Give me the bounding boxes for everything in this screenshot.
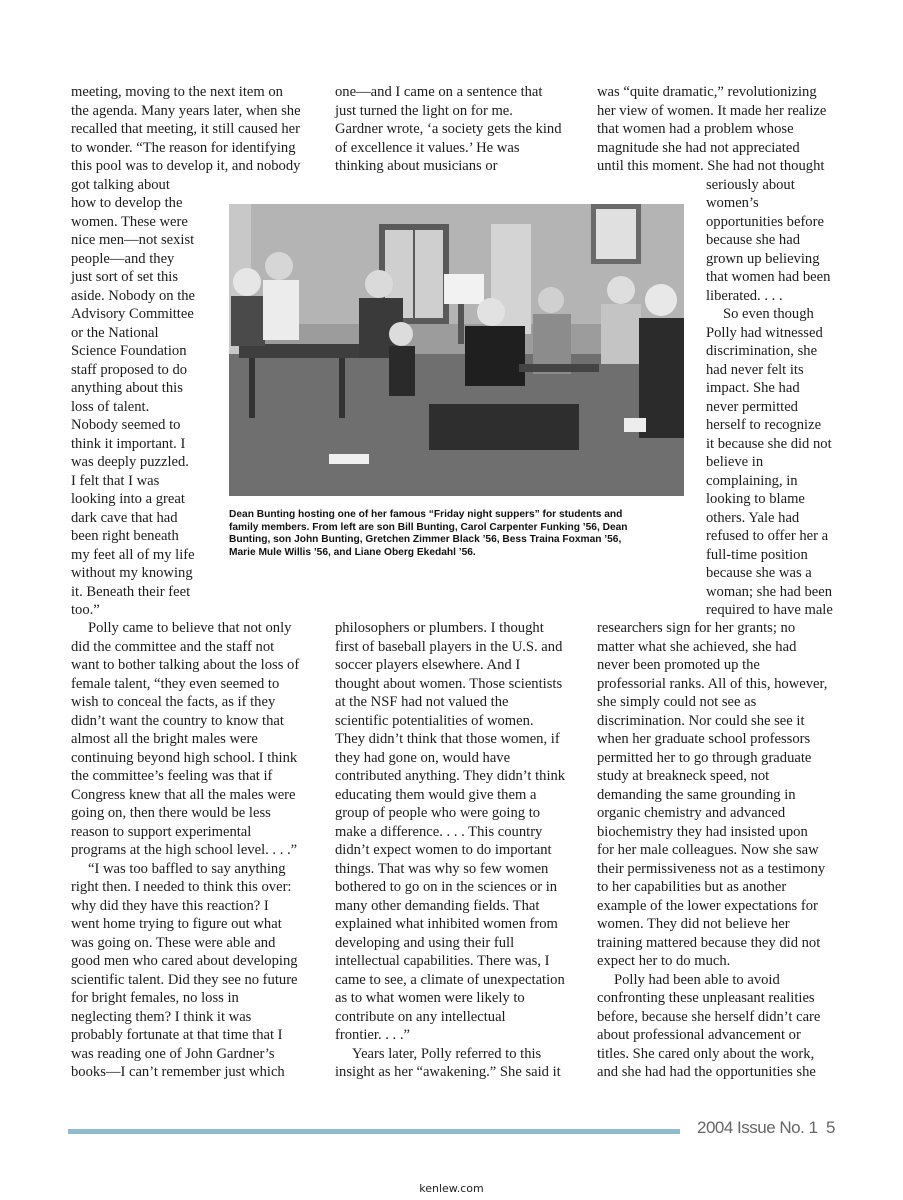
text-line: magnitude she had not appreciated — [597, 139, 800, 156]
text-line: Bunting, son John Bunting, Gretchen Zimmer Black ’56, Bess Traina Foxman ’56, — [229, 534, 622, 546]
text-line: want to bother talking about the loss of — [71, 657, 300, 673]
text-line: Marie Mule Willis ’56, and Liane Oberg Ekedahl ’56. — [229, 546, 476, 558]
text-line: didn’t want the country to know that — [71, 712, 284, 729]
text-line: until this moment. She had not thought — [597, 158, 825, 174]
text-line: people—and they — [71, 250, 175, 267]
text-line: because she was a — [706, 565, 812, 581]
text-line: Polly had been able to avoid — [614, 971, 780, 988]
text-line: first of baseball players in the U.S. and — [335, 638, 563, 655]
text-line: family members. From left are son Bill Bunting, Carol Carpenter Funking ’56, Dean — [229, 521, 628, 533]
text-line: the committee’s feeling was that if — [71, 768, 273, 784]
text-line: women. These were — [71, 213, 188, 230]
text-line: discrimination, she — [706, 343, 818, 359]
text-line: Polly came to believe that not only — [88, 620, 292, 636]
text-line: Polly had witnessed — [706, 324, 823, 341]
text-line: thinking about musicians or — [335, 158, 498, 174]
text-line: discrimination. Nor could she see it — [597, 712, 805, 729]
text-line: never permitted — [706, 398, 798, 415]
text-line: went home trying to figure out what — [71, 916, 282, 932]
text-line: was going on. These were able and — [71, 934, 276, 951]
text-line: study at breakneck speed, not — [597, 768, 770, 784]
text-line: and she had had the opportunities she — [597, 1064, 816, 1080]
text-line: believe in — [706, 454, 764, 470]
text-line: expect her to do much. — [597, 953, 731, 969]
text-line: had never felt its — [706, 361, 804, 378]
text-line: of excellence it values.’ He was — [335, 139, 520, 156]
text-line: just sort of set this — [71, 269, 179, 285]
text-line: think it important. I — [71, 435, 186, 452]
col3-narrow-text — [706, 176, 833, 620]
text-line: as to what women were likely to — [335, 990, 525, 1006]
col1-narrow-text — [71, 176, 195, 620]
text-line: staff proposed to do — [71, 361, 188, 378]
text-line: how to develop the — [71, 195, 183, 211]
text-line: make a difference. . . . This country — [335, 823, 543, 840]
issue-label: 2004 Issue No. 1 — [697, 1118, 818, 1137]
text-line: going on, then there would be less — [71, 805, 271, 821]
text-line: nice men—not sexist — [71, 232, 195, 248]
text-line: refused to offer her a — [706, 528, 829, 544]
text-line: frontier. . . .” — [335, 1027, 410, 1043]
text-line: philosophers or plumbers. I thought — [335, 620, 544, 636]
text-line: probably fortunate at that time that I — [71, 1027, 283, 1043]
text-line: was deeply puzzled. — [71, 454, 189, 470]
text-line: one—and I came on a sentence that — [335, 84, 543, 100]
text-line: full-time position — [706, 546, 808, 563]
text-line: did the committee and the staff not — [71, 638, 275, 655]
text-line: thought about women. Those scientists — [335, 675, 563, 692]
text-line: impact. She had — [706, 380, 800, 396]
text-line: female talent, “they even seemed to — [71, 675, 280, 692]
text-line: scientific potentialities of women. — [335, 712, 534, 729]
text-line: contribute on any intellectual — [335, 1008, 506, 1025]
text-line: Gardner wrote, ‘a society gets the kind — [335, 121, 562, 137]
col2-bottom-text — [335, 619, 565, 1082]
text-line: before, because she herself didn’t care — [597, 1008, 821, 1025]
col1-top-text — [71, 83, 301, 176]
text-line: the agenda. Many years later, when she — [71, 102, 301, 119]
text-line: recalled that meeting, it still caused her — [71, 121, 300, 137]
text-line: this pool was to develop it, and nobody — [71, 158, 301, 174]
text-line: continuing beyond high school. I think — [71, 749, 298, 766]
text-line: or the National — [71, 324, 159, 341]
text-line: my feet all of my life — [71, 546, 195, 563]
text-line: training mattered because they did not — [597, 934, 821, 951]
text-line: They didn’t think that those women, if — [335, 731, 560, 747]
text-line: bothered to go on in the sciences or in — [335, 879, 558, 895]
text-line: Advisory Committee — [71, 306, 194, 322]
text-line: grown up believing — [706, 250, 820, 267]
text-line: to her capabilities but as another — [597, 879, 787, 895]
col1-bottom-text — [71, 619, 299, 1082]
text-line: she simply could not see as — [597, 694, 757, 710]
col3-bottom-text — [597, 619, 827, 1082]
text-line: demanding the same grounding in — [597, 786, 796, 803]
text-line: women. They did not believe her — [597, 916, 790, 932]
text-line: contributed anything. They didn’t think — [335, 768, 566, 784]
text-line: herself to recognize — [706, 417, 822, 433]
text-line: titles. She cared only about the work, — [597, 1045, 815, 1062]
text-line: was reading one of John Gardner’s — [71, 1045, 275, 1062]
text-line: Years later, Polly referred to this — [352, 1045, 542, 1062]
text-line: reason to support experimental — [71, 823, 252, 840]
text-line: never been promoted up the — [597, 657, 760, 673]
text-line: for her male colleagues. Now she saw — [597, 842, 819, 858]
text-line: So even though — [723, 306, 814, 322]
text-line: Science Foundation — [71, 343, 187, 359]
text-line: I felt that I was — [71, 472, 160, 489]
text-line: soccer players elsewhere. And I — [335, 657, 521, 673]
text-line: right then. I needed to think this over: — [71, 879, 292, 895]
text-line: Congress knew that all the males were — [71, 786, 296, 803]
page-number: 5 — [826, 1118, 836, 1137]
text-line: got talking about — [71, 176, 170, 193]
text-line: came to see, a climate of unexpectation — [335, 971, 565, 988]
text-line: professorial ranks. All of this, however, — [597, 675, 828, 692]
text-line: looking to blame — [706, 491, 805, 507]
text-line: organic chemistry and advanced — [597, 805, 786, 821]
text-line: neglecting them? I think it was — [71, 1008, 252, 1025]
text-line: educating them would give them a — [335, 786, 537, 803]
col2-top-text — [335, 83, 562, 176]
text-line: their permissiveness not as a testimony — [597, 860, 826, 877]
footer-rule — [68, 1129, 680, 1134]
text-line: to wonder. “The reason for identifying — [71, 139, 296, 156]
text-line: many other demanding fields. That — [335, 897, 540, 914]
text-line: because she had — [706, 232, 801, 248]
text-line: dark cave that had — [71, 509, 178, 526]
col3-top-text — [597, 83, 826, 176]
text-line: wish to conceal the facts, as if they — [71, 694, 276, 710]
text-line: just turned the light on for me. — [335, 102, 513, 119]
text-line: it. Beneath their feet — [71, 583, 191, 600]
text-line: anything about this — [71, 380, 183, 396]
text-line: researchers sign for her grants; no — [597, 620, 796, 636]
text-line: confronting these unpleasant realities — [597, 990, 815, 1006]
text-line: about professional advancement or — [597, 1027, 801, 1043]
photo-caption — [229, 509, 689, 559]
text-line: insight as her “awakening.” She said it — [335, 1064, 561, 1080]
text-line: matter what she achieved, she had — [597, 638, 797, 655]
text-line: at the NSF had not valued the — [335, 694, 509, 710]
watermark: kenlew.com — [419, 1182, 484, 1195]
text-line: example of the lower expectations for — [597, 897, 818, 914]
text-line: meeting, moving to the next item on — [71, 84, 283, 100]
text-line: too.” — [71, 602, 100, 618]
text-line: looking into a great — [71, 491, 185, 507]
text-line: woman; she had been — [706, 583, 833, 600]
text-line: good men who cared about developing — [71, 953, 298, 969]
text-line: her view of women. It made her realize — [597, 102, 827, 119]
text-line: books—I can’t remember just which — [71, 1064, 285, 1080]
text-line: opportunities before — [706, 213, 824, 230]
text-line: developing and using their full — [335, 934, 515, 951]
text-line: scientific talent. Did they see no future — [71, 971, 298, 988]
text-line: programs at the high school level. . . .” — [71, 842, 298, 858]
text-line: when her graduate school professors — [597, 731, 811, 747]
text-line: explained what inhibited women from — [335, 916, 558, 932]
text-line: Nobody seemed to — [71, 417, 181, 433]
text-line: that women had been — [706, 269, 831, 285]
text-line: group of people who were going to — [335, 805, 541, 821]
text-line: Dean Bunting hosting one of her famous “Friday night suppers” for students and — [229, 509, 623, 520]
text-line: why did they have this reaction? I — [71, 897, 269, 914]
text-line: for bright females, no loss in — [71, 990, 239, 1006]
text-line: biochemistry they had insisted upon — [597, 823, 808, 840]
text-line: things. That was why so few women — [335, 860, 549, 877]
text-line: others. Yale had — [706, 509, 800, 526]
text-line: liberated. . . . — [706, 287, 783, 304]
text-line: it because she did not — [706, 435, 832, 452]
text-line: intellectual capabilities. There was, I — [335, 953, 550, 969]
text-line: complaining, in — [706, 472, 798, 489]
text-line: almost all the bright males were — [71, 731, 258, 747]
text-line: loss of talent. — [71, 398, 150, 415]
text-line: didn’t expect women to do important — [335, 842, 552, 858]
text-line: women’s — [706, 195, 759, 211]
text-line: aside. Nobody on the — [71, 287, 196, 304]
text-line: required to have male — [706, 602, 833, 618]
text-line: was “quite dramatic,” revolutionizing — [597, 84, 817, 100]
text-line: permitted her to go through graduate — [597, 749, 812, 766]
friday-supper-photo — [229, 204, 684, 496]
text-line: without my knowing — [71, 565, 193, 581]
text-line: “I was too baffled to say anything — [88, 860, 286, 877]
text-line: that women had a problem whose — [597, 121, 794, 137]
text-line: been right beneath — [71, 528, 179, 544]
text-line: they had gone on, would have — [335, 749, 511, 766]
text-line: seriously about — [706, 176, 795, 193]
